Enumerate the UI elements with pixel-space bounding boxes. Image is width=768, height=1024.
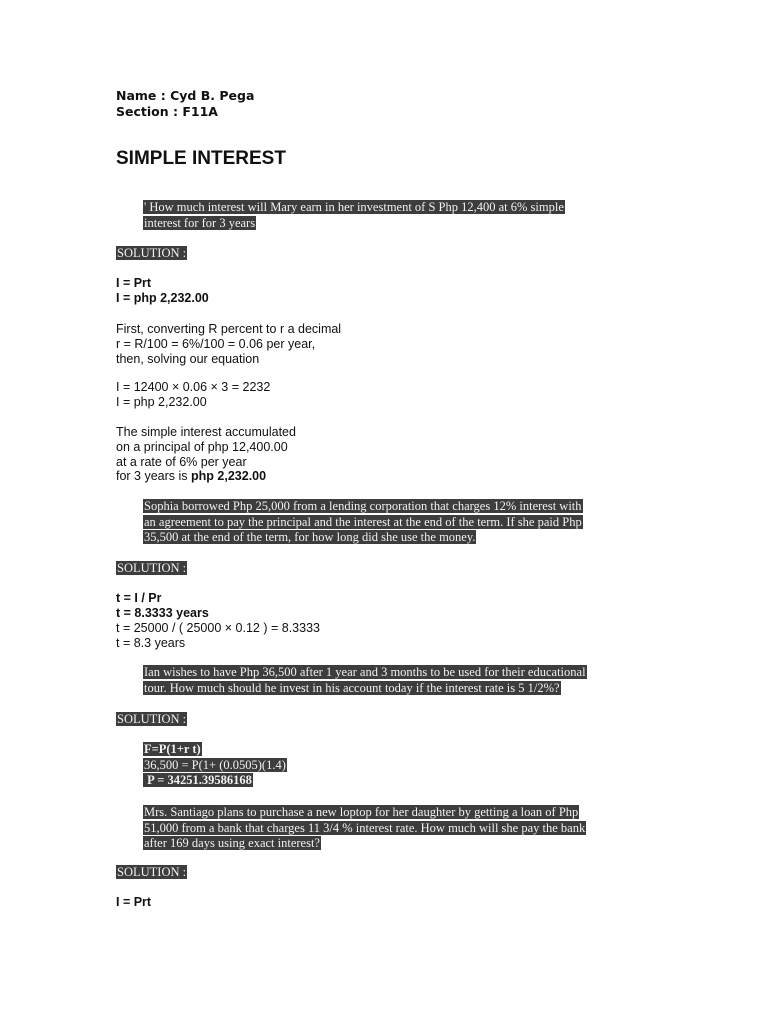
answer-line: P = 34251.39586168 [144, 773, 252, 787]
explanation-line: First, converting R percent to r a decimal [116, 322, 342, 336]
question-line: 51,000 from a bank that charges 11 3/4 % interest rate. How much will she pay the bank [144, 820, 586, 835]
problem2-question [143, 499, 583, 546]
problem1-summary [116, 425, 296, 484]
calc-line: I = php 2,232.00 [116, 394, 207, 409]
question-line: ' How much interest will Mary earn in her investment of S Php 12,400 at 6% simple [144, 200, 564, 214]
solution-label: SOLUTION : [117, 561, 187, 575]
problem1-calc [116, 380, 270, 410]
explanation-line: r = R/100 = 6%/100 = 0.06 per year, [116, 336, 316, 351]
problem3-question [143, 665, 587, 696]
explanation-line: then, solving our equation [116, 351, 260, 366]
question-line: after 169 days using exact interest? [144, 836, 320, 850]
summary-line: at a rate of 6% per year [116, 454, 247, 469]
page-title: SIMPLE INTEREST [116, 148, 286, 169]
question-line: Sophia borrowed Php 25,000 from a lending corporation that charges 12% interest with [144, 499, 582, 513]
solution-label: SOLUTION : [117, 865, 187, 879]
problem1-solution-label [116, 246, 187, 262]
solution-label: SOLUTION : [117, 712, 187, 726]
summary-line: The simple interest accumulated [116, 425, 296, 439]
question-line: interest for for 3 years [144, 215, 256, 230]
problem2-calc [116, 621, 320, 651]
problem1-formula [116, 276, 209, 306]
question-line: Ian wishes to have Php 36,500 after 1 year and 3 months to be used for their educational [144, 665, 586, 679]
calc-line: 36,500 = P(1+ (0.0505)(1.4) [144, 757, 286, 772]
summary-answer: php 2,232.00 [191, 469, 267, 484]
formula-result: I = php 2,232.00 [116, 290, 209, 305]
section-line: Section : F11A [116, 104, 218, 119]
problem3-work [143, 742, 287, 789]
student-header [116, 88, 254, 120]
question-line: Mrs. Santiago plans to purchase a new loptop for her daughter by getting a loan of Php [144, 805, 579, 819]
problem1-question [143, 200, 565, 231]
calc-line: t = 8.3 years [116, 635, 186, 650]
question-line: tour. How much should he invest in his account today if the interest rate is 5 1/2%? [144, 680, 560, 695]
summary-prefix: for 3 years is [116, 469, 192, 484]
question-line: 35,500 at the end of the term, for how long did she use the money. [144, 530, 476, 544]
summary-last-line [116, 469, 296, 484]
problem2-formula [116, 591, 209, 621]
formula-line: t = I / Pr [116, 591, 162, 605]
summary-line: on a principal of php 12,400.00 [116, 439, 288, 454]
formula-line: I = Prt [116, 276, 152, 290]
formula-result: t = 8.3333 years [116, 605, 209, 620]
question-line: an agreement to pay the principal and the interest at the end of the term. If she paid Php [144, 514, 582, 529]
problem4-question [143, 805, 586, 852]
name-line: Name : Cyd B. Pega [116, 88, 255, 103]
problem4-solution-label [116, 865, 187, 881]
problem1-explanation [116, 322, 341, 366]
problem2-solution-label [116, 561, 187, 577]
problem4-formula: I = Prt [116, 895, 152, 909]
calc-line: t = 25000 / ( 25000 × 0.12 ) = 8.3333 [116, 621, 320, 635]
solution-label: SOLUTION : [117, 246, 187, 260]
calc-line: I = 12400 × 0.06 × 3 = 2232 [116, 380, 271, 394]
formula-line: F=P(1+r t) [144, 742, 201, 756]
problem3-solution-label [116, 712, 187, 728]
